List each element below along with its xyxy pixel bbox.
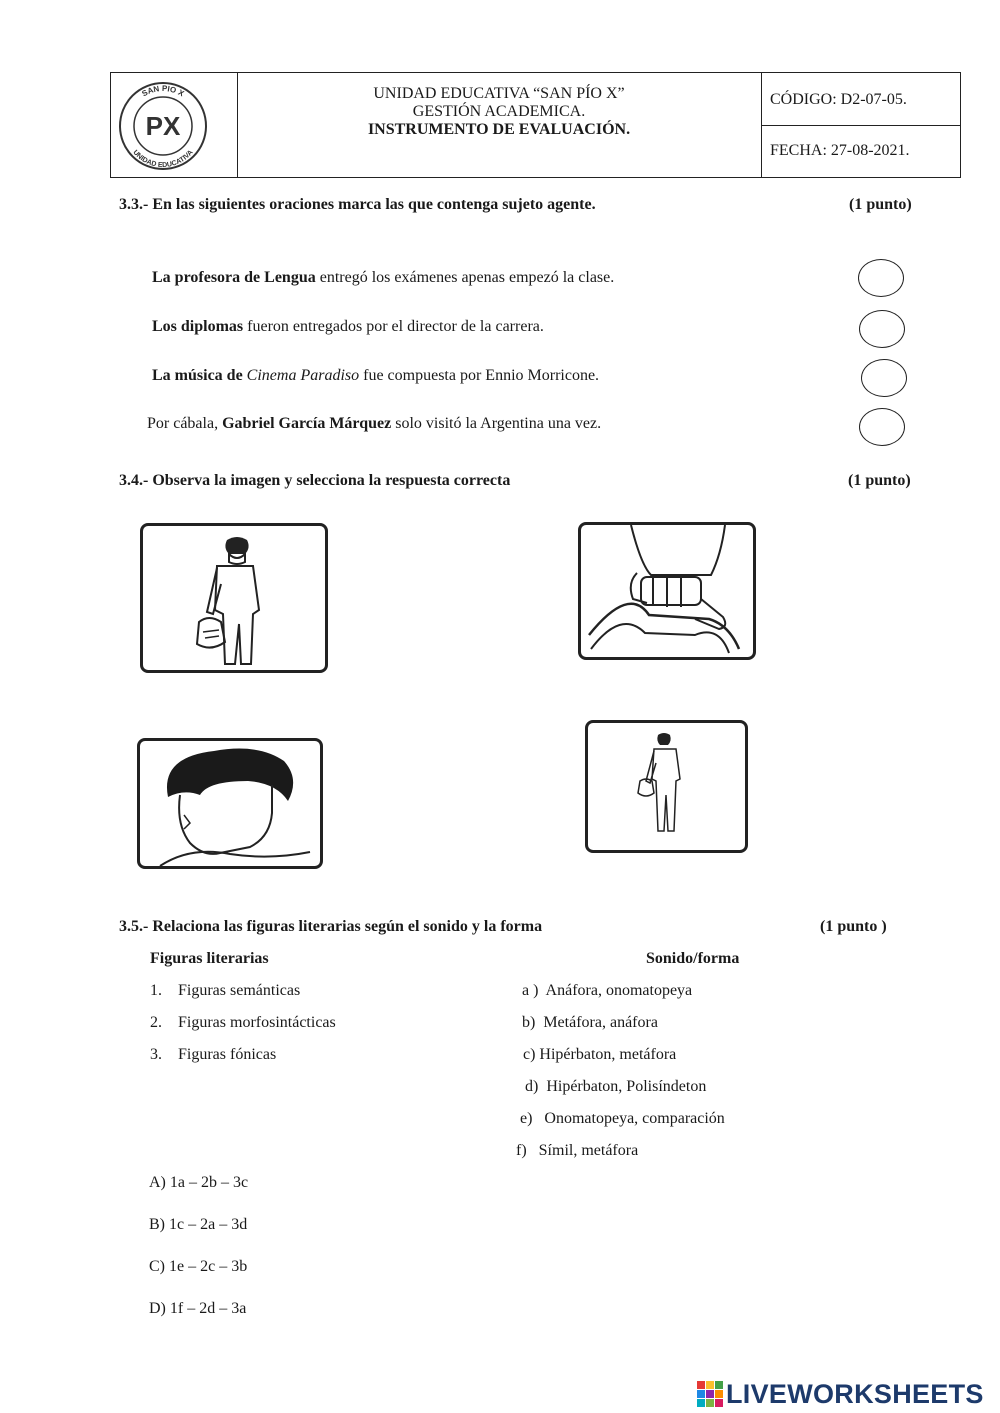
q33-sentence-4 xyxy=(147,415,601,433)
q33-title: 3.3.- En las siguientes oraciones marca las que contenga sujeto agente. xyxy=(119,196,596,213)
right-item-f: f) Símil, metáfora xyxy=(516,1142,639,1159)
sentence-rest: solo visitó la Argentina una vez. xyxy=(391,415,602,432)
date-cell xyxy=(761,125,960,177)
school-logo xyxy=(111,73,237,177)
sentence-bold: Los diplomas xyxy=(152,318,244,335)
liveworksheets-logo-icon xyxy=(697,1381,723,1407)
document-title: INSTRUMENTO DE EVALUACIÓN. xyxy=(367,121,631,138)
right-item-a: a ) Anáfora, onomatopeya xyxy=(522,982,693,999)
q34-title: 3.4.- Observa la imagen y selecciona la respuesta correcta xyxy=(119,472,511,489)
code-cell xyxy=(761,73,960,126)
sentence-rest: entregó los exámenes apenas empezó la clase. xyxy=(315,269,615,286)
q35-points: (1 punto ) xyxy=(820,918,887,935)
column-header-sound-form: Sonido/forma xyxy=(646,950,740,967)
sentence-bold: Gabriel García Márquez xyxy=(222,415,392,432)
svg-text:PX: PX xyxy=(145,111,181,141)
sentence-bold: La música de xyxy=(152,367,247,384)
liveworksheets-wordmark: LIVEWORKSHEETS xyxy=(726,1378,984,1409)
svg-text:UNIDAD EDUCATIVA: UNIDAD EDUCATIVA xyxy=(131,149,195,170)
left-item-text: Figuras morfosintácticas xyxy=(178,1014,336,1031)
answer-option-d[interactable]: D) 1f – 2d – 3a xyxy=(149,1300,247,1317)
q35-title: 3.5.- Relaciona las figuras literarias según el sonido y la forma xyxy=(119,918,543,935)
sentence-pre: Por cábala, xyxy=(147,415,223,432)
right-item-d: d) Hipérbaton, Polisíndeton xyxy=(525,1078,707,1095)
column-header-figures: Figuras literarias xyxy=(150,950,269,967)
hand-detail-illustration xyxy=(581,525,753,657)
man-standing-illustration xyxy=(143,526,325,670)
q33-checkbox-2[interactable] xyxy=(859,310,905,348)
q33-checkbox-3[interactable] xyxy=(861,359,907,397)
answer-option-c[interactable]: C) 1e – 2c – 3b xyxy=(149,1258,248,1275)
q34-points: (1 punto) xyxy=(848,472,911,489)
sentence-rest: fue compuesta por Ennio Morricone. xyxy=(359,367,600,384)
q33-checkbox-4[interactable] xyxy=(859,408,905,446)
sentence-rest: fueron entregados por el director de la carrera. xyxy=(243,318,544,335)
image-option-2[interactable] xyxy=(578,522,756,660)
left-item-text: Figuras fónicas xyxy=(178,1046,277,1063)
left-item-text: Figuras semánticas xyxy=(178,982,301,999)
answer-option-a[interactable]: A) 1a – 2b – 3c xyxy=(149,1174,249,1191)
date-text: FECHA: 27-08-2021. xyxy=(770,142,910,159)
logo-cell xyxy=(111,73,238,177)
left-item-1 xyxy=(150,982,300,1000)
left-item-number: 3. xyxy=(150,1046,162,1063)
left-item-2 xyxy=(150,1014,336,1032)
code-text: CÓDIGO: D2-07-05. xyxy=(770,91,907,108)
face-closeup-illustration xyxy=(140,741,320,866)
left-item-number: 2. xyxy=(150,1014,162,1031)
q33-sentence-3 xyxy=(152,367,599,385)
sentence-bold: La profesora de Lengua xyxy=(152,269,316,286)
q33-checkbox-1[interactable] xyxy=(858,259,904,297)
management-name: GESTIÓN ACADEMICA. xyxy=(412,103,586,120)
image-option-3[interactable] xyxy=(137,738,323,869)
image-option-4[interactable] xyxy=(585,720,748,853)
q33-sentence-2 xyxy=(152,318,544,336)
man-distant-illustration xyxy=(588,723,745,850)
school-name: UNIDAD EDUCATIVA “SAN PÍO X” xyxy=(373,85,625,102)
q33-sentence-1 xyxy=(152,269,614,287)
title-cell xyxy=(237,73,762,177)
sentence-italic: Cinema Paradiso xyxy=(246,367,360,384)
left-item-number: 1. xyxy=(150,982,162,999)
svg-text:SAN PIO X: SAN PIO X xyxy=(140,83,186,99)
answer-option-b[interactable]: B) 1c – 2a – 3d xyxy=(149,1216,248,1233)
header-table xyxy=(110,72,961,178)
image-option-1[interactable] xyxy=(140,523,328,673)
right-item-c: c) Hipérbaton, metáfora xyxy=(523,1046,677,1063)
liveworksheets-brand xyxy=(697,1378,984,1410)
right-item-b: b) Metáfora, anáfora xyxy=(522,1014,658,1031)
left-item-3 xyxy=(150,1046,276,1064)
right-item-e: e) Onomatopeya, comparación xyxy=(520,1110,725,1127)
q33-points: (1 punto) xyxy=(849,196,912,213)
